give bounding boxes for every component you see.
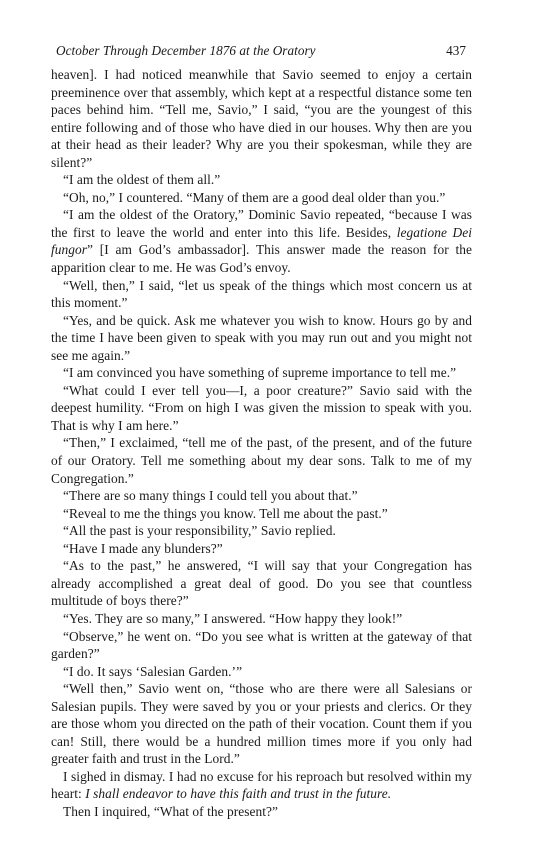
paragraph bbox=[51, 663, 472, 681]
text-run: heaven]. I had noticed meanwhile that Savio seemed to enjoy a certain preeminence over that assembly, which kept at a respectful distance some ten paces behind him. “Tell me, Savio,” I said, “you are the youngest of this entire following and of those who have died in our houses. Why then are you at their head as their leader? Why are you their spokesman, while they are silent?” bbox=[51, 67, 472, 170]
paragraph bbox=[51, 522, 472, 540]
latin-phrase: legatione Dei fungor bbox=[51, 224, 473, 258]
body-text bbox=[51, 66, 472, 821]
paragraph bbox=[51, 171, 472, 189]
paragraph bbox=[51, 768, 472, 803]
paragraph bbox=[51, 487, 472, 505]
text-run: “Oh, no,” I countered. “Many of them are a good deal older than you.” bbox=[63, 189, 446, 205]
running-header bbox=[51, 42, 472, 66]
paragraph bbox=[51, 382, 472, 435]
paragraph bbox=[51, 312, 472, 365]
text-run: “Have I made any blunders?” bbox=[63, 540, 223, 556]
paragraph bbox=[51, 610, 472, 628]
paragraph bbox=[51, 505, 472, 523]
text-run: “Yes, and be quick. Ask me whatever you wish to know. Hours go by and the time I have been given to speak with you may run out and you might not see me again.” bbox=[51, 312, 472, 363]
paragraph bbox=[51, 206, 472, 276]
text-run: “I am the oldest of them all.” bbox=[63, 172, 221, 188]
page-number: 437 bbox=[446, 43, 466, 58]
text-run: “What could I ever tell you—I, a poor creature?” Savio said with the deepest humility. “From on high I was given the mission to speak with you. That is why I am here.” bbox=[51, 382, 472, 433]
text-run: “I am convinced you have something of supreme importance to tell me.” bbox=[63, 365, 457, 381]
paragraph bbox=[51, 364, 472, 382]
text-run: “Well then,” Savio went on, “those who are there were all Salesians or Salesian pupils. They were saved by you or your priests and clerics. Or they are those whom you directed on the path of their vocation. Count them if you can! Still, there would be a hundred million times more if you only had greater faith and trust in the Lord.” bbox=[51, 681, 472, 767]
paragraph bbox=[51, 189, 472, 207]
italic-resolution: I shall endeavor to have this faith and trust in the future. bbox=[85, 786, 392, 802]
paragraph bbox=[51, 557, 472, 610]
text-run: “I am the oldest of the Oratory,” Dominic Savio repeated, “because I was the first to leave the world and enter into this life. Besides, bbox=[51, 207, 472, 240]
book-page bbox=[51, 42, 472, 821]
text-run: “Reveal to me the things you know. Tell me about the past.” bbox=[63, 505, 388, 521]
text-run: “Well, then,” I said, “let us speak of the things which most concern us at this moment.” bbox=[51, 277, 472, 311]
paragraph bbox=[51, 540, 472, 558]
text-run: I sighed in dismay. I had no excuse for his reproach but resolved within my heart: bbox=[51, 768, 472, 802]
text-run: “There are so many things I could tell you about that.” bbox=[63, 488, 358, 504]
running-title: October Through December 1876 at the Oratory bbox=[56, 43, 316, 58]
paragraph bbox=[51, 803, 472, 821]
text-run: “Then,” I exclaimed, “tell me of the past, of the present, and of the future of our Oratory. Tell me something about my dear sons. Talk to me of my Congregation.” bbox=[51, 435, 472, 486]
text-run: “Yes. They are so many,” I answered. “How happy they look!” bbox=[63, 610, 403, 626]
paragraph bbox=[51, 277, 472, 312]
text-run: “As to the past,” he answered, “I will say that your Congregation has already accomplished a great deal of good. Do you see that countless multitude of boys there?” bbox=[51, 558, 472, 609]
text-run: ” [I am God’s ambassador]. This answer made the reason for the apparition clear to me. He was God’s envoy. bbox=[51, 242, 472, 276]
text-run: “Observe,” he went on. “Do you see what is written at the gateway of that garden?” bbox=[51, 628, 472, 662]
paragraph bbox=[51, 680, 472, 768]
text-run: Then I inquired, “What of the present?” bbox=[63, 803, 278, 819]
paragraph bbox=[51, 434, 472, 487]
paragraph bbox=[51, 628, 472, 663]
text-run: “I do. It says ‘Salesian Garden.’” bbox=[63, 663, 243, 679]
paragraph bbox=[51, 66, 472, 171]
text-run: “All the past is your responsibility,” Savio replied. bbox=[63, 523, 336, 539]
